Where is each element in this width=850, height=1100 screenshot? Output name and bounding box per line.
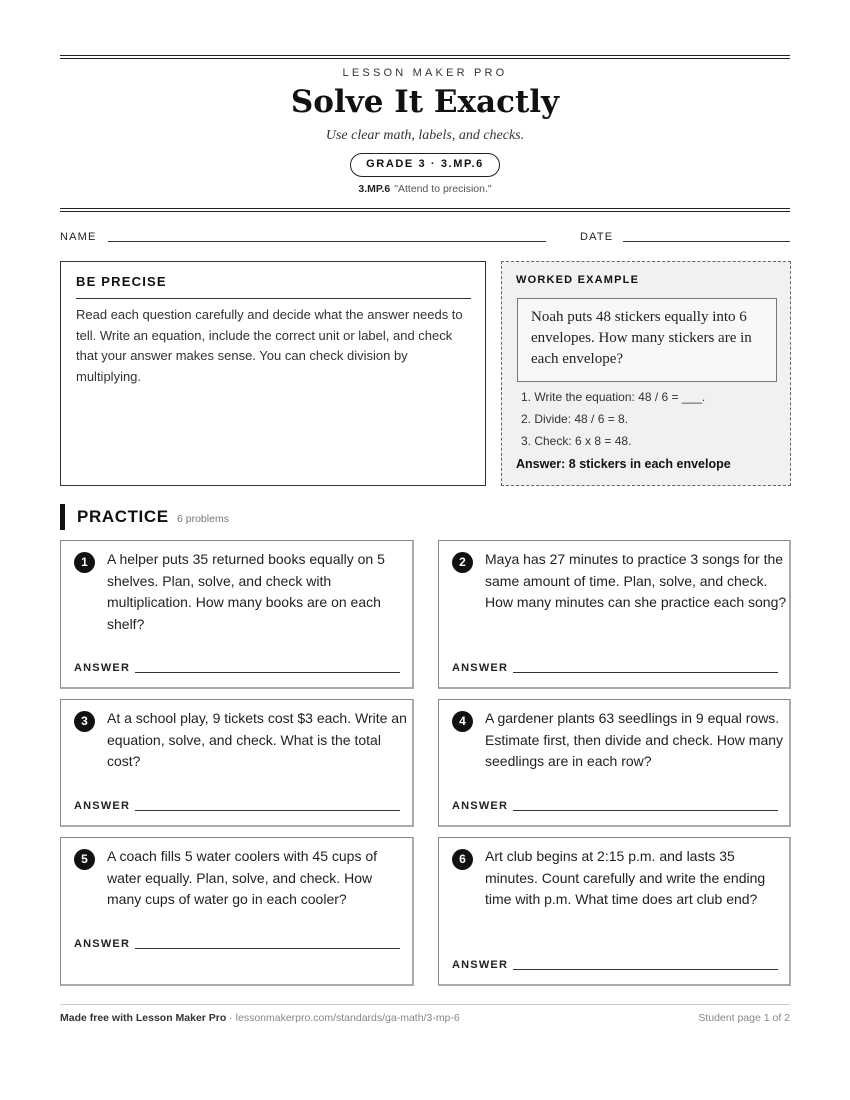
problem-card-4 — [438, 699, 791, 827]
problem-number-badge: 1 — [74, 552, 95, 573]
problem-text: Maya has 27 minutes to practice 3 songs for the same amount of time. Plan, solve, and check. How many minutes can she practice each song? — [485, 551, 787, 610]
practice-title: PRACTICE — [77, 507, 169, 526]
problem-text: A gardener plants 63 seedlings in 9 equal rows. Estimate first, then divide and check. How many seedlings are in each row? — [485, 710, 784, 769]
answer-label: ANSWER — [452, 800, 509, 812]
standard-line — [0, 183, 850, 195]
practice-accent-bar — [60, 504, 65, 530]
top-double-rule — [60, 55, 790, 59]
answer-field[interactable] — [135, 810, 400, 811]
worked-example-steps — [521, 386, 705, 452]
be-precise-box — [60, 261, 486, 486]
problem-card-6 — [438, 837, 791, 986]
problem-number-badge: 6 — [452, 849, 473, 870]
problem-text: Art club begins at 2:15 p.m. and lasts 35 minutes. Count carefully and write the ending time with p.m. What time does art club end? — [485, 848, 766, 907]
footer-credit — [60, 1012, 460, 1024]
problem-text: A helper puts 35 returned books equally on 5 shelves. Plan, solve, and check with multiplication. How many books are on each shelf? — [107, 551, 385, 632]
answer-field[interactable] — [513, 969, 778, 970]
problem-number-badge: 4 — [452, 711, 473, 732]
answer-field[interactable] — [513, 810, 778, 811]
brand-name: LESSON MAKER PRO — [342, 67, 508, 79]
page-title: Solve It Exactly — [290, 84, 560, 120]
worked-example-step: 2. Divide: 48 / 6 = 8. — [521, 412, 629, 426]
problem-text: At a school play, 9 tickets cost $3 each. Write an equation, solve, and check. What is the total cost? — [107, 710, 407, 769]
problem-card-2 — [438, 540, 791, 689]
answer-label: ANSWER — [74, 938, 131, 950]
practice-count: 6 problems — [177, 513, 229, 525]
date-field[interactable] — [623, 241, 790, 242]
name-label: NAME — [60, 231, 97, 243]
answer-label: ANSWER — [452, 959, 509, 971]
problem-number-badge: 3 — [74, 711, 95, 732]
problem-number-badge: 2 — [452, 552, 473, 573]
problem-number-badge: 5 — [74, 849, 95, 870]
date-label: DATE — [580, 231, 614, 243]
problem-card-1 — [60, 540, 414, 689]
page-subtitle: Use clear math, labels, and checks. — [325, 128, 525, 143]
footer-made-with: Made free with Lesson Maker Pro — [60, 1012, 227, 1024]
problem-text: A coach fills 5 water coolers with 45 cups of water equally. Plan, solve, and check. How many cups of water go in each cooler? — [107, 848, 378, 907]
answer-field[interactable] — [135, 948, 400, 949]
footer-page-number: Student page 1 of 2 — [698, 1012, 790, 1024]
answer-label: ANSWER — [452, 662, 509, 674]
footer-divider — [60, 1004, 790, 1005]
worked-example-problem: Noah puts 48 stickers equally into 6 envelopes. How many stickers are in each envelope? — [517, 298, 777, 382]
worked-example-step: 3. Check: 6 x 8 = 48. — [521, 434, 632, 448]
be-precise-heading: BE PRECISE — [76, 274, 167, 289]
answer-label: ANSWER — [74, 800, 131, 812]
worked-example-answer: Answer: 8 stickers in each envelope — [516, 457, 731, 471]
be-precise-divider — [76, 298, 471, 299]
grade-badge: GRADE 3 · 3.MP.6 — [350, 153, 500, 177]
problem-card-5 — [60, 837, 414, 986]
problem-card-3 — [60, 699, 414, 827]
standard-code: 3.MP.6 — [358, 183, 391, 195]
answer-label: ANSWER — [74, 662, 131, 674]
standard-text: "Attend to precision." — [394, 183, 492, 195]
be-precise-body: Read each question carefully and decide what the answer needs to tell. Write an equation, include the correct unit or label, and check that your answer makes sense. You can check division by multiplying. — [76, 307, 463, 384]
name-field[interactable] — [108, 241, 546, 242]
worked-example-step: 1. Write the equation: 48 / 6 = ___. — [521, 390, 706, 404]
header-bottom-double-rule — [60, 208, 790, 212]
answer-field[interactable] — [135, 672, 400, 673]
worked-example-label: WORKED EXAMPLE — [516, 274, 640, 286]
worked-example-box — [501, 261, 791, 486]
footer-url: · lessonmakerpro.com/standards/ga-math/3-mp-6 — [226, 1012, 460, 1024]
answer-field[interactable] — [513, 672, 778, 673]
